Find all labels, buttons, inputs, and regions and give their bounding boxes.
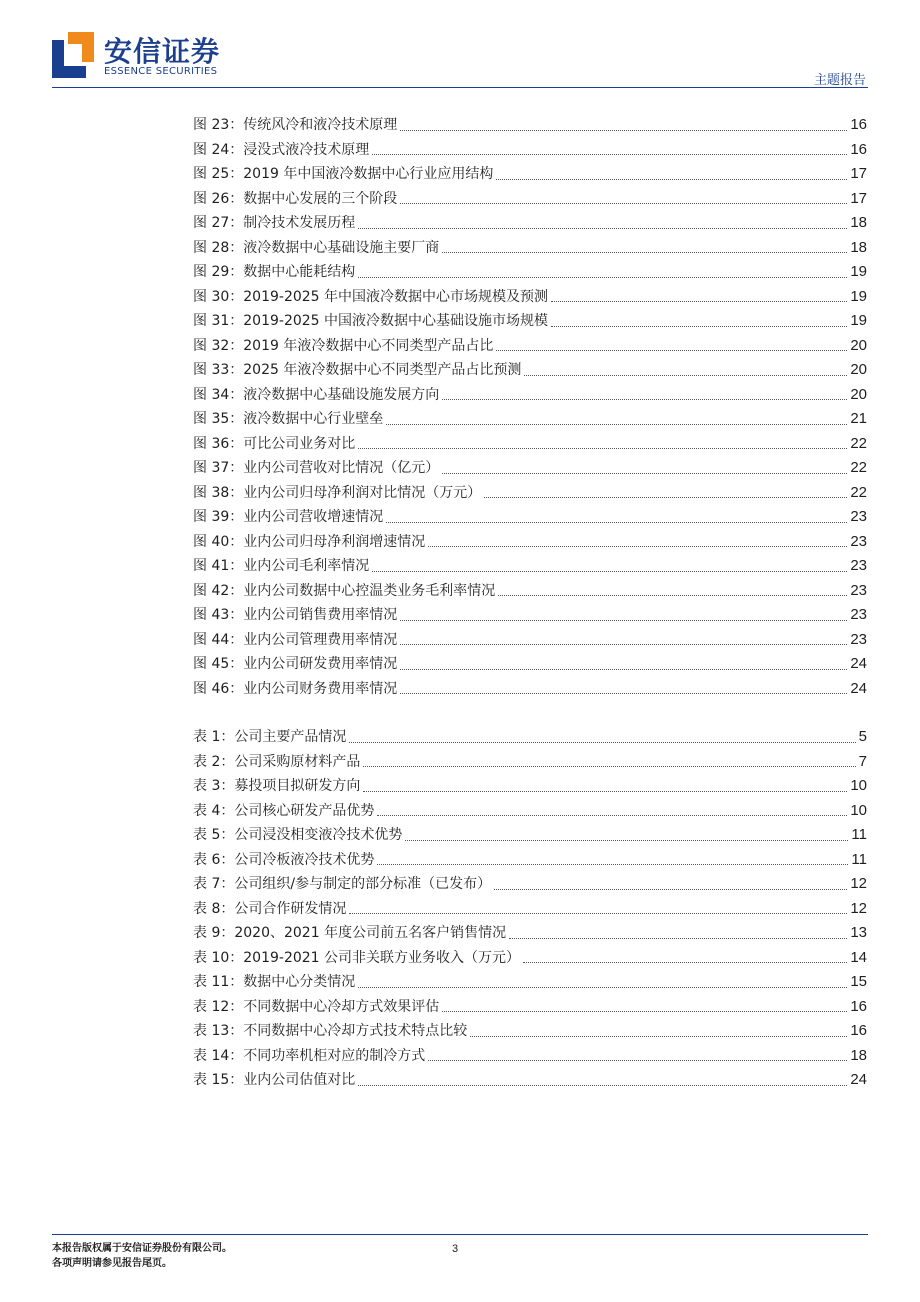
page-number: 3: [452, 1243, 459, 1255]
toc-entry[interactable]: [193, 456, 867, 481]
disclaimer-text: 各项声明请参见报告尾页。: [52, 1258, 172, 1269]
footer-divider: [52, 1234, 868, 1235]
toc-entry-title: 图 31：2019-2025 中国液冷数据中心基础设施市场规模: [193, 313, 549, 329]
toc-entry-title: 表 7：公司组织/参与制定的部分标准（已发布）: [193, 876, 492, 892]
toc-entry[interactable]: [193, 1019, 867, 1044]
toc-entry-title: 图 40：业内公司归母净利润增速情况: [193, 533, 426, 550]
toc-leader-dots: [400, 130, 847, 131]
toc-entry[interactable]: [193, 530, 867, 555]
toc-entry[interactable]: [193, 970, 867, 995]
toc-entry[interactable]: [193, 652, 867, 677]
toc-entry-page: 18: [850, 214, 867, 231]
toc-entry-page: 11: [851, 826, 867, 843]
toc-leader-dots: [428, 546, 847, 547]
toc-entry-page: 12: [850, 875, 867, 892]
toc-entry-page: 19: [850, 263, 867, 280]
essence-logo-icon: [52, 32, 94, 78]
toc-entry-page: 12: [850, 899, 867, 917]
toc-leader-dots: [377, 815, 847, 816]
toc-entry[interactable]: [193, 1044, 867, 1069]
toc-leader-dots: [524, 375, 847, 376]
brand-name-en: ESSENCE SECURITIES: [104, 66, 218, 77]
toc-entry-page: 7: [858, 752, 867, 770]
toc-entry-title: 图 26：数据中心发展的三个阶段: [193, 190, 398, 207]
toc-entry[interactable]: [193, 236, 867, 261]
toc-entry-page: 23: [850, 630, 867, 648]
toc-entry[interactable]: [193, 921, 867, 946]
figure-index: [193, 113, 867, 701]
toc-entry[interactable]: [193, 138, 867, 163]
toc-entry-page: 16: [850, 140, 867, 158]
toc-entry-title: 图 37：业内公司营收对比情况（亿元）: [193, 460, 440, 476]
toc-entry[interactable]: [193, 677, 867, 702]
toc-entry[interactable]: [193, 334, 867, 359]
toc-entry-page: 10: [850, 777, 867, 794]
toc-entry-page: 23: [850, 508, 867, 525]
toc-entry-title: 图 29：数据中心能耗结构: [193, 264, 356, 280]
toc-entry-page: 24: [850, 1071, 867, 1088]
toc-entry[interactable]: [193, 162, 867, 187]
toc-leader-dots: [349, 913, 847, 914]
toc-entry-page: 20: [850, 361, 867, 378]
header-divider: [52, 87, 868, 88]
toc-leader-dots: [551, 326, 847, 327]
toc-entry-page: 13: [850, 924, 867, 941]
toc-entry[interactable]: [193, 872, 867, 897]
toc-entry[interactable]: [193, 113, 867, 138]
table-index: [193, 725, 867, 1093]
toc-entry-page: 11: [851, 850, 867, 868]
toc-entry-page: 23: [850, 532, 867, 550]
toc-leader-dots: [442, 252, 847, 253]
toc-entry-title: 图 42：业内公司数据中心控温类业务毛利率情况: [193, 582, 496, 599]
toc-entry-title: 表 6：公司冷板液冷技术优势: [193, 851, 375, 868]
toc-entry-title: 表 13：不同数据中心冷却方式技术特点比较: [193, 1023, 468, 1039]
toc-entry-title: 图 34：液冷数据中心基础设施发展方向: [193, 386, 440, 403]
toc-entry[interactable]: [193, 628, 867, 653]
toc-entry[interactable]: [193, 285, 867, 310]
toc-entry-page: 20: [850, 385, 867, 403]
toc-entry-title: 表 15：业内公司估值对比: [193, 1072, 356, 1088]
toc-entry-page: 14: [850, 948, 867, 966]
toc-entry[interactable]: [193, 383, 867, 408]
toc-entry-page: 22: [850, 483, 867, 501]
toc-entry-page: 18: [850, 238, 867, 256]
toc-entry-title: 表 4：公司核心研发产品优势: [193, 802, 375, 819]
toc-entry-title: 图 24：浸没式液冷技术原理: [193, 141, 370, 158]
toc-leader-dots: [470, 1036, 847, 1037]
toc-leader-dots: [363, 791, 847, 792]
toc-entry-page: 18: [850, 1046, 867, 1064]
toc-leader-dots: [405, 840, 848, 841]
toc-entry-page: 23: [850, 557, 867, 574]
copyright-text: 本报告版权属于安信证券股份有限公司。: [52, 1243, 232, 1254]
footer-note: [52, 1241, 232, 1271]
toc-leader-dots: [358, 277, 847, 278]
toc-leader-dots: [349, 742, 855, 743]
toc-entry[interactable]: [193, 309, 867, 334]
toc-entry[interactable]: [193, 481, 867, 506]
toc-entry-title: 图 33：2025 年液冷数据中心不同类型产品占比预测: [193, 362, 522, 378]
toc-entry-page: 16: [850, 116, 867, 133]
toc-leader-dots: [372, 154, 847, 155]
toc-leader-dots: [551, 301, 847, 302]
toc-entry-page: 16: [850, 997, 867, 1015]
toc-entry-title: 图 35：液冷数据中心行业壁垒: [193, 411, 384, 427]
toc-entry-page: 21: [850, 410, 867, 427]
toc-entry-title: 图 25：2019 年中国液冷数据中心行业应用结构: [193, 166, 494, 182]
toc-entry[interactable]: [193, 1068, 867, 1093]
toc-entry-title: 图 45：业内公司研发费用率情况: [193, 656, 398, 672]
toc-leader-dots: [377, 864, 848, 865]
toc-leader-dots: [358, 228, 847, 229]
toc-leader-dots: [358, 987, 847, 988]
toc-entry-title: 图 27：制冷技术发展历程: [193, 215, 356, 231]
toc-entry-page: 10: [850, 801, 867, 819]
toc-leader-dots: [496, 350, 847, 351]
toc-entry-page: 20: [850, 336, 867, 354]
toc-entry-title: 表 9：2020、2021 年度公司前五名客户销售情况: [193, 925, 507, 941]
toc-entry-title: 表 1：公司主要产品情况: [193, 729, 347, 745]
toc-entry-title: 表 10：2019-2021 公司非关联方业务收入（万元）: [193, 949, 521, 966]
toc-leader-dots: [523, 962, 847, 963]
toc-leader-dots: [358, 1085, 847, 1086]
toc-leader-dots: [400, 669, 847, 670]
toc-entry-page: 24: [850, 679, 867, 697]
report-type-label: 主题报告: [813, 73, 866, 88]
toc-entry[interactable]: [193, 946, 867, 971]
toc-leader-dots: [494, 889, 847, 890]
toc-entry[interactable]: [193, 799, 867, 824]
toc-leader-dots: [509, 938, 847, 939]
toc-entry[interactable]: [193, 554, 867, 579]
toc-entry-page: 19: [850, 312, 867, 329]
page-header: [0, 0, 920, 90]
toc-entry[interactable]: [193, 725, 867, 750]
toc-leader-dots: [358, 448, 847, 449]
brand-name-cn: 安信证券: [104, 35, 221, 68]
toc-entry-page: 22: [850, 459, 867, 476]
toc-leader-dots: [363, 766, 855, 767]
toc-entry-title: 图 38：业内公司归母净利润对比情况（万元）: [193, 484, 482, 501]
toc-entry[interactable]: [193, 750, 867, 775]
toc-entry-title: 表 11：数据中心分类情况: [193, 974, 356, 990]
toc-entry-page: 17: [850, 189, 867, 207]
toc-entry-title: 图 44：业内公司管理费用率情况: [193, 631, 398, 648]
toc-entry-title: 表 12：不同数据中心冷却方式效果评估: [193, 998, 440, 1015]
toc-entry[interactable]: [193, 211, 867, 236]
toc-entry-title: 图 28：液冷数据中心基础设施主要厂商: [193, 239, 440, 256]
toc-leader-dots: [372, 571, 847, 572]
toc-entry[interactable]: [193, 260, 867, 285]
toc-leader-dots: [496, 179, 847, 180]
toc-entry-title: 图 41：业内公司毛利率情况: [193, 558, 370, 574]
toc-leader-dots: [428, 1060, 847, 1061]
toc-entry[interactable]: [193, 823, 867, 848]
toc-entry[interactable]: [193, 774, 867, 799]
toc-leader-dots: [386, 522, 847, 523]
toc-leader-dots: [484, 497, 847, 498]
toc-entry-title: 图 43：业内公司销售费用率情况: [193, 607, 398, 623]
toc-entry[interactable]: [193, 432, 867, 457]
toc-entry[interactable]: [193, 187, 867, 212]
toc-entry[interactable]: [193, 603, 867, 628]
toc-leader-dots: [400, 693, 847, 694]
toc-entry[interactable]: [193, 995, 867, 1020]
toc-entry-title: 表 8：公司合作研发情况: [193, 900, 347, 917]
toc-leader-dots: [400, 203, 847, 204]
toc-entry-page: 5: [858, 728, 867, 745]
toc-entry-page: 22: [850, 434, 867, 452]
toc-entry-title: 表 2：公司采购原材料产品: [193, 753, 361, 770]
toc-leader-dots: [442, 473, 847, 474]
toc-entry-title: 表 14：不同功率机柜对应的制冷方式: [193, 1047, 426, 1064]
toc-entry-title: 表 5：公司浸没相变液冷技术优势: [193, 827, 403, 843]
toc-entry[interactable]: [193, 848, 867, 873]
toc-entry[interactable]: [193, 897, 867, 922]
toc-entry-title: 表 3：募投项目拟研发方向: [193, 778, 361, 794]
toc-entry-page: 19: [850, 287, 867, 305]
toc-leader-dots: [498, 595, 847, 596]
toc-entry-page: 23: [850, 581, 867, 599]
toc-entry[interactable]: [193, 579, 867, 604]
toc-leader-dots: [442, 1011, 847, 1012]
toc-leader-dots: [442, 399, 847, 400]
toc-entry-page: 17: [850, 165, 867, 182]
toc-entry[interactable]: [193, 505, 867, 530]
toc-entry-title: 图 36：可比公司业务对比: [193, 435, 356, 452]
toc-leader-dots: [386, 424, 847, 425]
toc-entry[interactable]: [193, 407, 867, 432]
toc-entry-page: 23: [850, 606, 867, 623]
toc-entry-title: 图 46：业内公司财务费用率情况: [193, 680, 398, 697]
toc-entry-page: 15: [850, 973, 867, 990]
toc-entry[interactable]: [193, 358, 867, 383]
toc-entry-title: 图 32：2019 年液冷数据中心不同类型产品占比: [193, 337, 494, 354]
toc-entry-title: 图 23：传统风冷和液冷技术原理: [193, 117, 398, 133]
toc-leader-dots: [400, 644, 847, 645]
toc-entry-page: 24: [850, 655, 867, 672]
toc-entry-title: 图 30：2019-2025 年中国液冷数据中心市场规模及预测: [193, 288, 549, 305]
toc-entry-title: 图 39：业内公司营收增速情况: [193, 509, 384, 525]
toc-entry-page: 16: [850, 1022, 867, 1039]
toc-leader-dots: [400, 620, 847, 621]
